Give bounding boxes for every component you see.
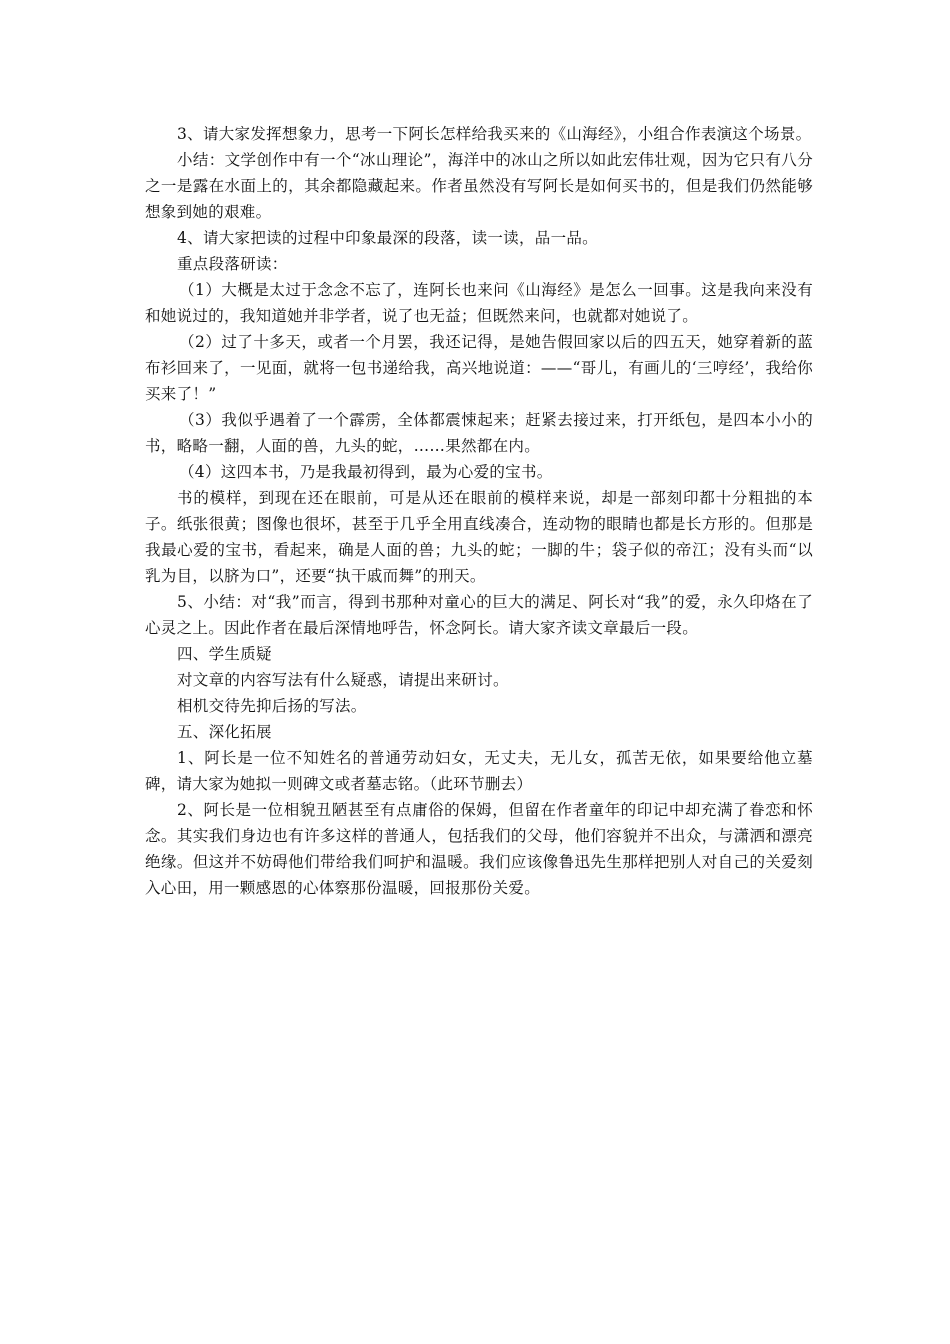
document-body [145,121,813,901]
paragraph-extension-1: 1、阿长是一位不知姓名的普通劳动妇女，无丈夫，无儿女，孤苦无依，如果要给他立墓碑，请大家为她拟一则碑文或者墓志铭。（此环节删去） [145,749,813,793]
section-heading-extension: 五、深化拓展 [177,723,272,741]
paragraph-passage-4: （4）这四本书，乃是我最初得到，最为心爱的宝书。 [179,463,553,481]
section-heading-student-questions: 四、学生质疑 [177,645,272,663]
paragraph-passage-1: （1）大概是太过于念念不忘了，连阿长也来问《山海经》是怎么一回事。这是我向来没有和她说过的，我知道她并非学者，说了也无益；但既然来问，也就都对她说了。 [145,281,813,325]
paragraph-activity-3: 3、请大家发挥想象力，思考一下阿长怎样给我买来的《山海经》，小组合作表演这个场景。 [177,125,812,143]
paragraph-activity-4: 4、请大家把读的过程中印象最深的段落，读一读，品一品。 [177,229,598,247]
paragraph-book-description: 书的模样，到现在还在眼前，可是从还在眼前的模样来说，却是一部刻印都十分粗拙的本子。纸张很黄；图像也很坏，甚至于几乎全用直线凑合，连动物的眼睛也都是长方形的。但那是我最心爱的宝书，看起来，确是人面的兽；九头的蛇；一脚的牛；袋子似的帝江；没有头而“以乳为目，以脐为口”，还要“执干戚而舞”的刑天。 [145,489,813,585]
paragraph-passage-2: （2）过了十多天，或者一个月罢，我还记得，是她告假回家以后的四五天，她穿着新的蓝布衫回来了，一见面，就将一包书递给我，高兴地说道：——“哥儿，有画儿的‘三哼经’，我给你买来了！” [145,333,813,403]
paragraph-key-passages-heading: 重点段落研读： [177,255,288,273]
paragraph-summary-5: 5、小结：对“我”而言，得到书那种对童心的巨大的满足、阿长对“我”的爱，永久印烙在了心灵之上。因此作者在最后深情地呼告，怀念阿长。请大家齐读文章最后一段。 [145,593,813,637]
paragraph-summary-iceberg: 小结：文学创作中有一个“冰山理论”，海洋中的冰山之所以如此宏伟壮观，因为它只有八分之一是露在水面上的，其余都隐藏起来。作者虽然没有写阿长是如何买书的，但是我们仍然能够想象到她的艰难。 [145,151,813,221]
paragraph-extension-2: 2、阿长是一位相貌丑陋甚至有点庸俗的保姆，但留在作者童年的印记中却充满了眷恋和怀念。其实我们身边也有许多这样的普通人，包括我们的父母，他们容貌并不出众，与潇洒和漂亮绝缘。但这并不妨碍他们带给我们呵护和温暖。我们应该像鲁迅先生那样把别人对自己的关爱刻入心田，用一颗感恩的心体察那份温暖，回报那份关爱。 [145,801,813,897]
paragraph-questions-prompt: 对文章的内容写法有什么疑惑，请提出来研讨。 [177,671,509,689]
paragraph-writing-technique: 相机交待先抑后扬的写法。 [177,697,367,715]
paragraph-passage-3: （3）我似乎遇着了一个霹雳，全体都震悚起来；赶紧去接过来，打开纸包，是四本小小的书，略略一翻，人面的兽，九头的蛇，……果然都在内。 [145,411,813,455]
